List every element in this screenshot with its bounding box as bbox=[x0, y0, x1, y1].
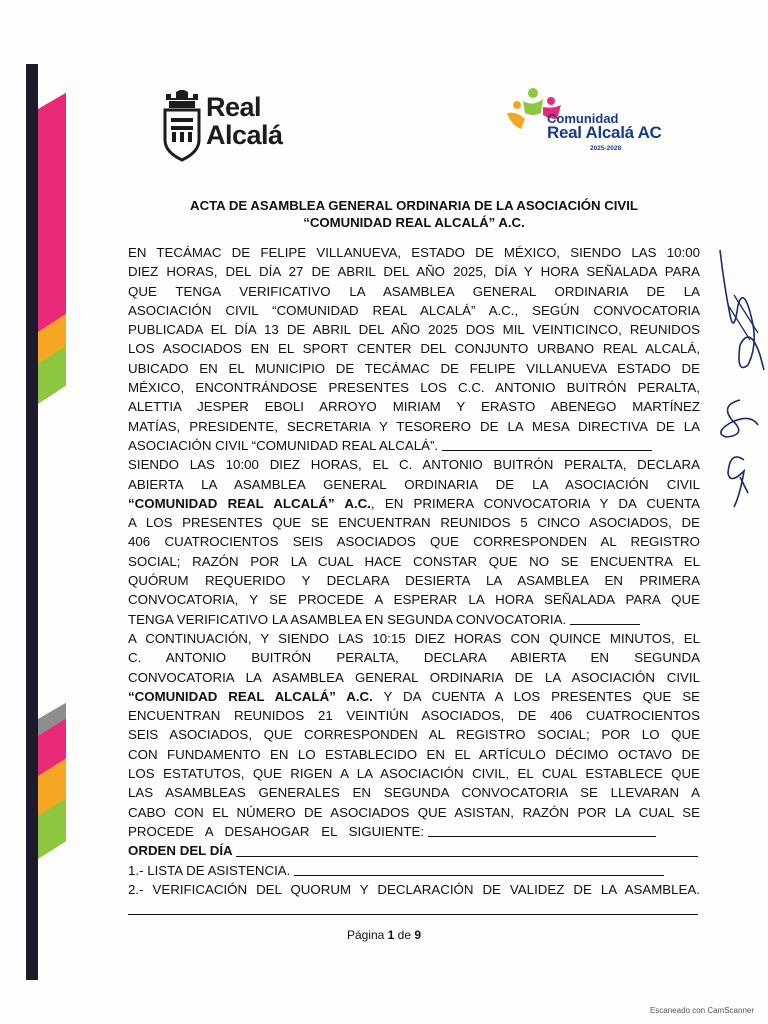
scanner-watermark: Escaneado con CamScanner bbox=[649, 1006, 754, 1015]
agenda-heading: ORDEN DEL DÍA bbox=[128, 843, 233, 859]
body-line bbox=[128, 687, 700, 706]
body-line-text: , EN PRIMERA CONVOCATORIA Y DA CUENTA bbox=[370, 495, 700, 511]
body-line: DIEZ HORAS, DEL DÍA 27 DE ABRIL DEL AÑO 2025, DÍA Y HORA SEÑALADA PARA bbox=[128, 264, 700, 280]
dash-filler bbox=[294, 866, 664, 876]
logo-word-real-alcala-ac: Real Alcalá AC bbox=[547, 123, 662, 142]
body-line: CONVOCATORIA LA ASAMBLEA GENERAL ORDINARIA DE LA ASOCIACIÓN CIVIL bbox=[128, 669, 700, 685]
association-name-bold: “COMUNIDAD REAL ALCALÁ” A.C. bbox=[128, 688, 373, 704]
body-line: A CONTINUACIÓN, Y SIENDO LAS 10:15 DIEZ HORAS CON QUINCE MINUTOS, EL bbox=[128, 630, 700, 646]
body-line: SOCIAL; RAZÓN POR LA CUAL HACE CONSTAR QUE NO SE ENCUENTRA EL bbox=[128, 553, 700, 569]
body-line: CABO CON EL NÚMERO DE ASOCIADOS QUE ASISTAN, RAZÓN POR LA CUAL SE bbox=[128, 804, 700, 820]
body-line-text: TENGA VERIFICATIVO LA ASAMBLEA EN SEGUNDA CONVOCATORIA. bbox=[128, 611, 567, 627]
body-line-text: Y DA CUENTA A LOS PRESENTES QUE SE bbox=[372, 688, 700, 704]
body-line: MÉXICO, ENCONTRÁNDOSE PRESENTES LOS C.C. ANTONIO BUITRÓN PERALTA, bbox=[128, 380, 700, 396]
body-line bbox=[128, 841, 700, 860]
castle-shield-icon bbox=[162, 90, 202, 162]
body-line: CONVOCATORIA, Y SE PROCEDE A ESPERAR LA HORA SEÑALADA PARA QUE bbox=[128, 592, 700, 608]
body-line: MATÍAS, PRESIDENTE, SECRETARIA Y TESORERO DE LA MESA DIRECTIVA DE LA bbox=[128, 418, 700, 434]
total-pages: 9 bbox=[414, 928, 422, 942]
body-line: 406 CUATROCIENTOS SEIS ASOCIADOS QUE CORRESPONDEN AL REGISTRO bbox=[128, 534, 700, 550]
body-line: UBICADO EN EL MUNICIPIO DE TECÁMAC DE FELIPE VILLANUEVA ESTADO DE bbox=[128, 360, 700, 376]
logo-word-real: Real bbox=[206, 92, 262, 122]
body-line: CON FUNDAMENTO EN LO ESTABLECIDO EN EL ARTÍCULO DÉCIMO OCTAVO DE bbox=[128, 746, 700, 762]
body-line: PUBLICADA EL DÍA 13 DE ABRIL DEL AÑO 2025 DOS MIL VEINTICINCO, REUNIDOS bbox=[128, 322, 700, 338]
body-line bbox=[128, 861, 700, 880]
document-title-line-2: “COMUNIDAD REAL ALCALÁ” A.C. bbox=[303, 215, 525, 230]
decorative-sidebar bbox=[26, 64, 66, 980]
body-line-text: PROCEDE A DESAHOGAR EL SIGUIENTE: bbox=[128, 823, 425, 839]
dash-filler bbox=[570, 615, 640, 625]
body-line bbox=[128, 610, 700, 629]
body-line: QUÓRUM REQUERIDO Y DECLARA DESIERTA LA ASAMBLEA EN PRIMERA bbox=[128, 573, 700, 589]
page-label: Página bbox=[346, 928, 388, 942]
body-line: QUE TENGA VERIFICATIVO LA ASAMBLEA GENERAL ORDINARIA DE LA bbox=[128, 283, 700, 299]
body-line: EN TECÁMAC DE FELIPE VILLANUEVA, ESTADO DE MÉXICO, SIENDO LAS 10:00 bbox=[128, 245, 700, 260]
body-line: ALETTIA JESPER EBOLI ARROYO MIRIAM Y ERASTO ABENEGO MARTÍNEZ bbox=[128, 399, 700, 415]
comunidad-real-alcala-logo bbox=[505, 85, 685, 157]
body-line: ASOCIACIÓN CIVIL “COMUNIDAD REAL ALCALÁ” A.C., SEGÚN CONVOCATORIA bbox=[128, 302, 700, 318]
body-line: LAS ASAMBLEAS GENERALES EN SEGUNDA CONVOCATORIA SE LLEVARAN A bbox=[128, 785, 700, 801]
body-line: C. ANTONIO BUITRÓN PERALTA, DECLARA ABIERTA EN SEGUNDA bbox=[128, 650, 700, 666]
logo-years: 2025-2028 bbox=[590, 145, 622, 152]
page-of-label: de bbox=[394, 928, 415, 942]
body-line: LOS ASOCIADOS EN EL SPORT CENTER DEL CONJUNTO URBANO REAL ALCALÁ, bbox=[128, 341, 700, 357]
document-body bbox=[128, 243, 700, 918]
body-line: LOS ESTATUTOS, QUE RIGEN A LA ASOCIACIÓN CIVIL, EL CUAL ESTABLECE QUE bbox=[128, 766, 700, 782]
dash-filler bbox=[128, 905, 698, 915]
body-line: SIENDO LAS 10:00 DIEZ HORAS, EL C. ANTONIO BUITRÓN PERALTA, DECLARA bbox=[128, 457, 700, 473]
body-line: A LOS PRESENTES QUE SE ENCUENTRAN REUNIDOS 5 CINCO ASOCIADOS, DE bbox=[128, 515, 700, 531]
dash-filler bbox=[236, 847, 698, 857]
current-page: 1 bbox=[387, 928, 395, 942]
dash-filler bbox=[442, 441, 652, 451]
body-line: ABIERTA LA ASAMBLEA GENERAL ORDINARIA DE LA ASOCIACIÓN CIVIL bbox=[128, 476, 700, 492]
logo-word-alcala: Alcalá bbox=[206, 120, 283, 150]
body-line bbox=[128, 899, 700, 918]
logo-word-comunidad: Comunidad bbox=[547, 111, 619, 126]
association-name-bold: “COMUNIDAD REAL ALCALÁ” A.C. bbox=[128, 495, 371, 511]
agenda-item-1: 1.- LISTA DE ASISTENCIA. bbox=[128, 862, 291, 878]
agenda-item-2: 2.- VERIFICACIÓN DEL QUORUM Y DECLARACIÓN DE VALIDEZ DE LA ASAMBLEA. bbox=[128, 881, 700, 897]
body-line bbox=[128, 822, 700, 841]
page-number-footer bbox=[0, 928, 768, 942]
dash-filler bbox=[428, 827, 656, 837]
handwritten-signatures bbox=[700, 245, 768, 545]
document-title-line-1: ACTA DE ASAMBLEA GENERAL ORDINARIA DE LA ASOCIACIÓN CIVIL bbox=[190, 198, 638, 213]
body-line: SEIS ASOCIADOS, QUE CORRESPONDEN AL REGISTRO SOCIAL; POR LO QUE bbox=[128, 727, 700, 743]
body-line: ENCUENTRAN REUNIDOS 21 VEINTIÚN ASOCIADOS, DE 406 CUATROCIENTOS bbox=[128, 708, 700, 724]
body-line bbox=[128, 494, 700, 513]
body-line bbox=[128, 436, 700, 455]
real-alcala-logo bbox=[162, 90, 292, 162]
body-line-text: ASOCIACIÓN CIVIL “COMUNIDAD REAL ALCALÁ”. bbox=[128, 437, 439, 453]
